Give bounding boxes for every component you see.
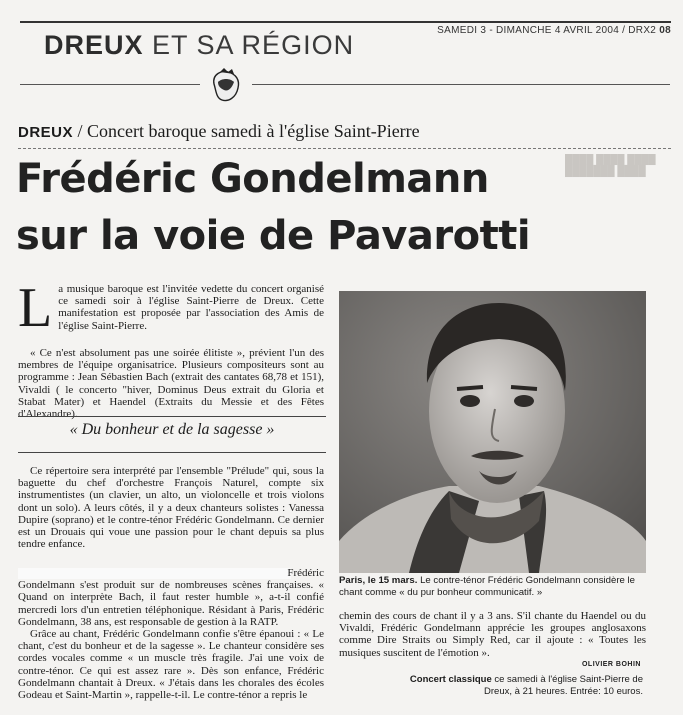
program-paragraph [18, 347, 324, 420]
town-crest-icon [208, 68, 244, 106]
drop-cap: L [18, 277, 53, 339]
section-title [44, 30, 354, 61]
caption-bold: Paris, le 15 mars. [339, 575, 418, 586]
headline [16, 151, 530, 265]
caption-text: Le contre-ténor Frédéric Gondelmann considère le chant comme « du pur bonheur communicatif. » [339, 575, 635, 598]
author-credit: OLIVIER BOHIN [581, 661, 641, 668]
ensemble-paragraph [18, 465, 324, 550]
article-kicker [18, 121, 420, 142]
closing-paragraph [339, 610, 646, 659]
kicker-rule [18, 148, 671, 149]
headline-line-2: sur la voie de Pavarotti [16, 213, 531, 259]
career-paragraph [18, 567, 324, 701]
section-title-rest: ET SA RÉGION [143, 30, 355, 60]
career-text-start: Frédéric [287, 567, 324, 579]
page-number: 08 [659, 25, 671, 36]
bleed-through-text: ████ ████ ████ ███████ ████ [565, 154, 656, 177]
kicker-separator: / [73, 121, 88, 141]
closing-text: chemin des cours de chant il y a 3 ans. S'il chante du Haendel ou du Vivaldi, Frédéric Gondelmann apprécie les groupes anglosaxons comme Dire Straits ou Simply Red, car il ajoute : « Toutes les musiques suscitent de l'émotion ». [339, 610, 646, 659]
career-text: Gondelmann s'est produit sur de nombreuses scènes françaises. « Quand on interprète Bach, il faut rester humble », a-t-il confié mercredi lors d'un entretien téléphonique. Résidant à Paris, Frédéric Gondelmann, 38 ans, est responsable de gestion à la RATP. [18, 579, 324, 628]
kicker-text: Concert baroque samedi à l'église Saint-Pierre [87, 121, 420, 141]
issue-date: SAMEDI 3 - DIMANCHE 4 AVRIL 2004 / DRX2 [437, 25, 657, 36]
subhead-rule-top [18, 416, 326, 417]
intro-text: a musique baroque est l'invitée vedette du concert organisé ce samedi soir à l'église Saint-Pierre de Dreux. Cette manifestation est proposée par l'association des Amis de l'église Saint-Pierre. [58, 283, 324, 332]
section-rule-left [20, 84, 200, 85]
info-text: ce samedi à l'église Saint-Pierre de Dreux, à 21 heures. Entrée: 10 euros. [484, 674, 643, 697]
top-rule [20, 21, 671, 23]
kicker-place: DREUX [18, 124, 74, 141]
photo-caption [339, 575, 646, 599]
section-title-bold: DREUX [44, 30, 144, 60]
program-text: « Ce n'est absolument pas une soirée élitiste », prévient l'un des membres de l'équipe organisatrice. Plusieurs compositeurs sont au programme : Jean Sébastien Bach (extrait des cantates 68,78 et 151), Vivaldi ( le concerto "hiver, Dominus Deus extrait du Gloria et Stabat Mater) et Haendel (Extraits du Messie et des Fêtes d'Alexandre). [18, 347, 324, 421]
singer-photo [339, 291, 646, 573]
concert-info [405, 674, 643, 698]
info-bold: Concert classique [409, 674, 492, 685]
intro-paragraph [18, 277, 324, 339]
headline-line-1: Frédéric Gondelmann [16, 156, 489, 202]
ensemble-text: Ce répertoire sera interprété par l'ensemble "Prélude" qui, sous la baguette du chef d'orchestre François Naturel, compte six instrumentistes (un clavier, un alto, un violoncelle et trois violons dont un solo). A leurs côtés, il y a deux chanteurs solistes : Vanessa Dupire (soprano) et le contre-ténor Frédéric Gondelmann. Ce dernier est un Drouais qui voue une passion pour le chant depuis sa plus tendre enfance. [18, 465, 324, 551]
dateline [437, 25, 671, 36]
singer-portrait-image [339, 291, 646, 573]
voice-text: Grâce au chant, Frédéric Gondelmann confie s'être épanoui : « Le chant, c'est du bonheur et de la sagesse ». Le chanteur considère ses cordes vocales comme « un muscle très fragile. J'ai une voix de contre-ténor. Ce qui est assez rare ». Dès son enfance, Frédéric Gondelmann chantait à Dreux. « J'étais dans les chorales des écoles Godeau et Saint-Martin », rappelle-t-il. Le contre-ténor a repris le [18, 628, 324, 702]
section-rule-right [252, 84, 670, 85]
subhead-rule-bottom [18, 452, 326, 453]
subhead: « Du bonheur et de la sagesse » [69, 421, 275, 438]
